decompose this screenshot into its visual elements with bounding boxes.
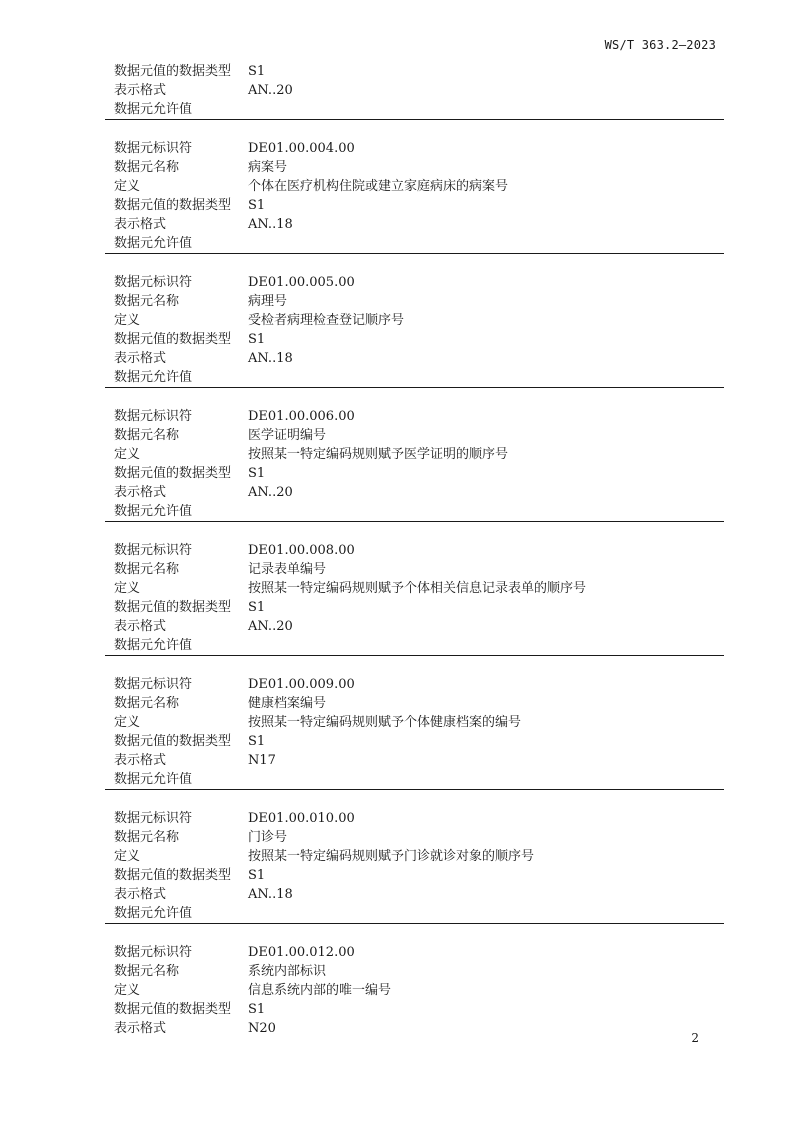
data-element-block xyxy=(105,541,724,656)
format-label: 表示格式 xyxy=(114,753,167,768)
definition-row xyxy=(105,177,724,196)
data-type-row xyxy=(105,464,724,483)
identifier-label: 数据元标识符 xyxy=(114,677,193,692)
name-value: 系统内部标识 xyxy=(248,964,327,979)
format-value: N20 xyxy=(248,1021,276,1036)
format-row xyxy=(105,81,724,100)
standard-code: WS/T 363.2—2023 xyxy=(604,38,716,52)
format-label: 表示格式 xyxy=(114,351,167,366)
data-type-row xyxy=(105,196,724,215)
format-value: AN..20 xyxy=(248,485,293,500)
identifier-label: 数据元标识符 xyxy=(114,275,193,290)
name-value: 病案号 xyxy=(248,160,288,175)
format-label: 表示格式 xyxy=(114,1021,167,1036)
format-row xyxy=(105,349,724,368)
data-type-label: 数据元值的数据类型 xyxy=(114,332,232,347)
data-type-label: 数据元值的数据类型 xyxy=(114,466,232,481)
data-type-value: S1 xyxy=(248,466,266,481)
name-row xyxy=(105,158,724,177)
definition-label: 定义 xyxy=(114,447,141,462)
data-type-value: S1 xyxy=(248,332,266,347)
identifier-row xyxy=(105,943,724,962)
definition-row xyxy=(105,847,724,866)
data-type-label: 数据元值的数据类型 xyxy=(114,1002,232,1017)
format-value: N17 xyxy=(248,753,276,768)
identifier-label: 数据元标识符 xyxy=(114,811,193,826)
format-label: 表示格式 xyxy=(114,887,167,902)
format-row xyxy=(105,751,724,770)
data-element-block-partial xyxy=(105,62,724,120)
name-label: 数据元名称 xyxy=(114,964,180,979)
allowed-values-label: 数据元允许值 xyxy=(114,906,193,921)
identifier-label: 数据元标识符 xyxy=(114,141,193,156)
allowed-values-label: 数据元允许值 xyxy=(114,504,193,519)
allowed-values-value xyxy=(248,502,724,521)
name-row xyxy=(105,828,724,847)
data-element-block xyxy=(105,139,724,254)
name-label: 数据元名称 xyxy=(114,562,180,577)
format-row xyxy=(105,617,724,636)
definition-value: 按照某一特定编码规则赋予门诊就诊对象的顺序号 xyxy=(248,849,535,864)
data-type-row xyxy=(105,330,724,349)
data-type-value: S1 xyxy=(248,64,266,79)
allowed-values-value xyxy=(248,100,724,119)
allowed-values-label: 数据元允许值 xyxy=(114,638,193,653)
identifier-row xyxy=(105,273,724,292)
data-type-value: S1 xyxy=(248,198,266,213)
identifier-label: 数据元标识符 xyxy=(114,409,193,424)
data-type-label: 数据元值的数据类型 xyxy=(114,64,232,79)
name-value: 健康档案编号 xyxy=(248,696,327,711)
name-label: 数据元名称 xyxy=(114,696,180,711)
allowed-values-row xyxy=(105,368,724,387)
data-type-value: S1 xyxy=(248,1002,266,1017)
allowed-values-value xyxy=(248,770,724,789)
format-row xyxy=(105,885,724,904)
identifier-value: DE01.00.009.00 xyxy=(248,677,355,692)
identifier-label: 数据元标识符 xyxy=(114,945,193,960)
definition-value: 按照某一特定编码规则赋予个体健康档案的编号 xyxy=(248,715,522,730)
definition-value: 信息系统内部的唯一编号 xyxy=(248,983,392,998)
identifier-row xyxy=(105,541,724,560)
identifier-row xyxy=(105,407,724,426)
name-label: 数据元名称 xyxy=(114,830,180,845)
allowed-values-row xyxy=(105,502,724,521)
format-row xyxy=(105,1019,724,1038)
allowed-values-label: 数据元允许值 xyxy=(114,102,193,117)
identifier-value: DE01.00.006.00 xyxy=(248,409,355,424)
definition-label: 定义 xyxy=(114,581,141,596)
format-label: 表示格式 xyxy=(114,217,167,232)
data-type-value: S1 xyxy=(248,868,266,883)
data-type-value: S1 xyxy=(248,600,266,615)
data-type-row xyxy=(105,732,724,751)
identifier-row xyxy=(105,675,724,694)
allowed-values-value xyxy=(248,234,724,253)
definition-label: 定义 xyxy=(114,715,141,730)
format-value: AN..20 xyxy=(248,619,293,634)
name-value: 医学证明编号 xyxy=(248,428,327,443)
identifier-value: DE01.00.004.00 xyxy=(248,141,355,156)
definition-row xyxy=(105,445,724,464)
allowed-values-value xyxy=(248,368,724,387)
data-element-block xyxy=(105,809,724,924)
data-type-value: S1 xyxy=(248,734,266,749)
definition-label: 定义 xyxy=(114,313,141,328)
definition-row xyxy=(105,579,724,598)
name-label: 数据元名称 xyxy=(114,294,180,309)
data-type-label: 数据元值的数据类型 xyxy=(114,734,232,749)
name-value: 记录表单编号 xyxy=(248,562,327,577)
name-label: 数据元名称 xyxy=(114,428,180,443)
format-value: AN..18 xyxy=(248,351,293,366)
name-row xyxy=(105,962,724,981)
allowed-values-row xyxy=(105,770,724,789)
data-element-block xyxy=(105,407,724,522)
format-row xyxy=(105,215,724,234)
identifier-value: DE01.00.010.00 xyxy=(248,811,355,826)
format-label: 表示格式 xyxy=(114,619,167,634)
format-label: 表示格式 xyxy=(114,485,167,500)
data-type-label: 数据元值的数据类型 xyxy=(114,600,232,615)
definition-value: 个体在医疗机构住院或建立家庭病床的病案号 xyxy=(248,179,509,194)
identifier-label: 数据元标识符 xyxy=(114,543,193,558)
data-element-block xyxy=(105,273,724,388)
page-number: 2 xyxy=(691,1031,699,1045)
allowed-values-row xyxy=(105,904,724,923)
data-type-row xyxy=(105,866,724,885)
data-type-label: 数据元值的数据类型 xyxy=(114,868,232,883)
identifier-value: DE01.00.012.00 xyxy=(248,945,355,960)
data-type-row xyxy=(105,62,724,81)
definition-label: 定义 xyxy=(114,179,141,194)
identifier-value: DE01.00.008.00 xyxy=(248,543,355,558)
allowed-values-label: 数据元允许值 xyxy=(114,772,193,787)
data-element-block xyxy=(105,675,724,790)
identifier-value: DE01.00.005.00 xyxy=(248,275,355,290)
definition-label: 定义 xyxy=(114,849,141,864)
data-element-list xyxy=(105,62,724,1038)
allowed-values-label: 数据元允许值 xyxy=(114,236,193,251)
name-row xyxy=(105,292,724,311)
identifier-row xyxy=(105,139,724,158)
allowed-values-row xyxy=(105,636,724,655)
definition-row xyxy=(105,713,724,732)
format-row xyxy=(105,483,724,502)
data-type-row xyxy=(105,1000,724,1019)
format-value: AN..20 xyxy=(248,83,293,98)
data-element-block-last xyxy=(105,943,724,1038)
definition-value: 按照某一特定编码规则赋予医学证明的顺序号 xyxy=(248,447,509,462)
name-value: 病理号 xyxy=(248,294,288,309)
format-value: AN..18 xyxy=(248,217,293,232)
allowed-values-value xyxy=(248,904,724,923)
format-label: 表示格式 xyxy=(114,83,167,98)
definition-value: 按照某一特定编码规则赋予个体相关信息记录表单的顺序号 xyxy=(248,581,587,596)
data-type-row xyxy=(105,598,724,617)
definition-value: 受检者病理检查登记顺序号 xyxy=(248,313,405,328)
allowed-values-value xyxy=(248,636,724,655)
name-row xyxy=(105,560,724,579)
name-label: 数据元名称 xyxy=(114,160,180,175)
data-type-label: 数据元值的数据类型 xyxy=(114,198,232,213)
name-row xyxy=(105,426,724,445)
definition-label: 定义 xyxy=(114,983,141,998)
allowed-values-row xyxy=(105,234,724,253)
allowed-values-row xyxy=(105,100,724,119)
name-row xyxy=(105,694,724,713)
allowed-values-label: 数据元允许值 xyxy=(114,370,193,385)
name-value: 门诊号 xyxy=(248,830,288,845)
definition-row xyxy=(105,311,724,330)
format-value: AN..18 xyxy=(248,887,293,902)
identifier-row xyxy=(105,809,724,828)
definition-row xyxy=(105,981,724,1000)
